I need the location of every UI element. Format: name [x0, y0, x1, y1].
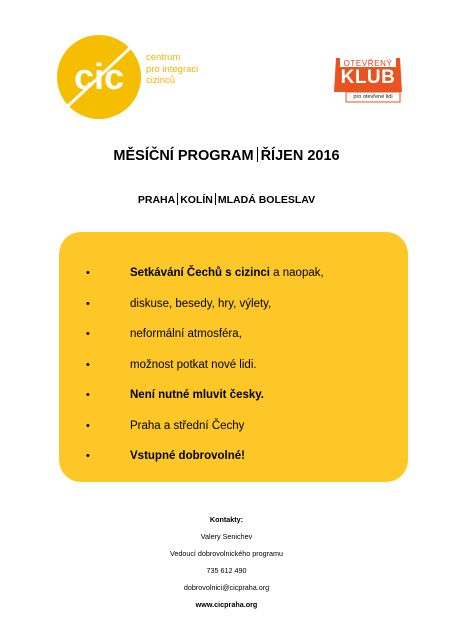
contact-role: Vedoucí dobrovolnického programu — [169, 549, 284, 558]
contact-phone: 735 612 490 — [206, 566, 247, 575]
item-text: neformální atmosféra, — [130, 328, 242, 340]
title-separator — [257, 147, 258, 162]
location-separator — [215, 193, 216, 205]
contacts — [0, 511, 453, 613]
bullet-icon: • — [86, 389, 90, 401]
title-month: ŘÍJEN 2016 — [260, 148, 340, 164]
page-title — [0, 147, 453, 164]
cic-logo — [56, 34, 142, 120]
logo-line: centrum — [146, 52, 181, 63]
cic-logo-mark: cic — [73, 56, 125, 97]
location: PRAHA — [137, 194, 176, 206]
bullet-icon: • — [86, 419, 90, 432]
item-bold: Není nutné mluvit česky. — [130, 389, 264, 401]
logo-line: pro integraci — [146, 63, 199, 75]
klub-sub-text: pro otevřené lidi — [353, 94, 393, 100]
location: MLADÁ BOLESLAV — [217, 194, 316, 206]
location-separator — [177, 193, 178, 205]
bullet-icon: • — [86, 297, 90, 310]
location: KOLÍN — [180, 194, 213, 206]
logo-text — [146, 52, 198, 87]
klub-top-text: OTEVŘENÝ — [343, 59, 393, 68]
title-program: MĚSÍČNÍ PROGRAM — [113, 148, 254, 164]
logo-line: cizinců — [146, 75, 176, 86]
contact-web: www.cicpraha.org — [195, 600, 258, 609]
otevreny-klub-logo — [332, 56, 404, 104]
contacts-heading: Kontakty: — [209, 515, 244, 524]
item-text: Praha a střední Čechy — [130, 419, 245, 432]
klub-main-text: KLUB — [340, 67, 396, 88]
bullet-icon: • — [86, 358, 90, 371]
bullet-icon: • — [86, 450, 90, 462]
bullet-icon: • — [86, 267, 90, 279]
contact-name: Valery Senichev — [200, 532, 253, 541]
bullet-icon: • — [86, 328, 90, 340]
item-text: možnost potkat nové lidi. — [130, 358, 257, 371]
locations — [0, 193, 453, 206]
item-bold: Vstupné dobrovolné! — [130, 450, 245, 462]
item-bold: Setkávání Čechů s cizinci — [130, 267, 270, 279]
item-text: diskuse, besedy, hry, výlety, — [130, 297, 272, 310]
item-text: a naopak, — [269, 267, 324, 279]
contact-email: dobrovolnici@cicpraha.org — [183, 583, 270, 592]
